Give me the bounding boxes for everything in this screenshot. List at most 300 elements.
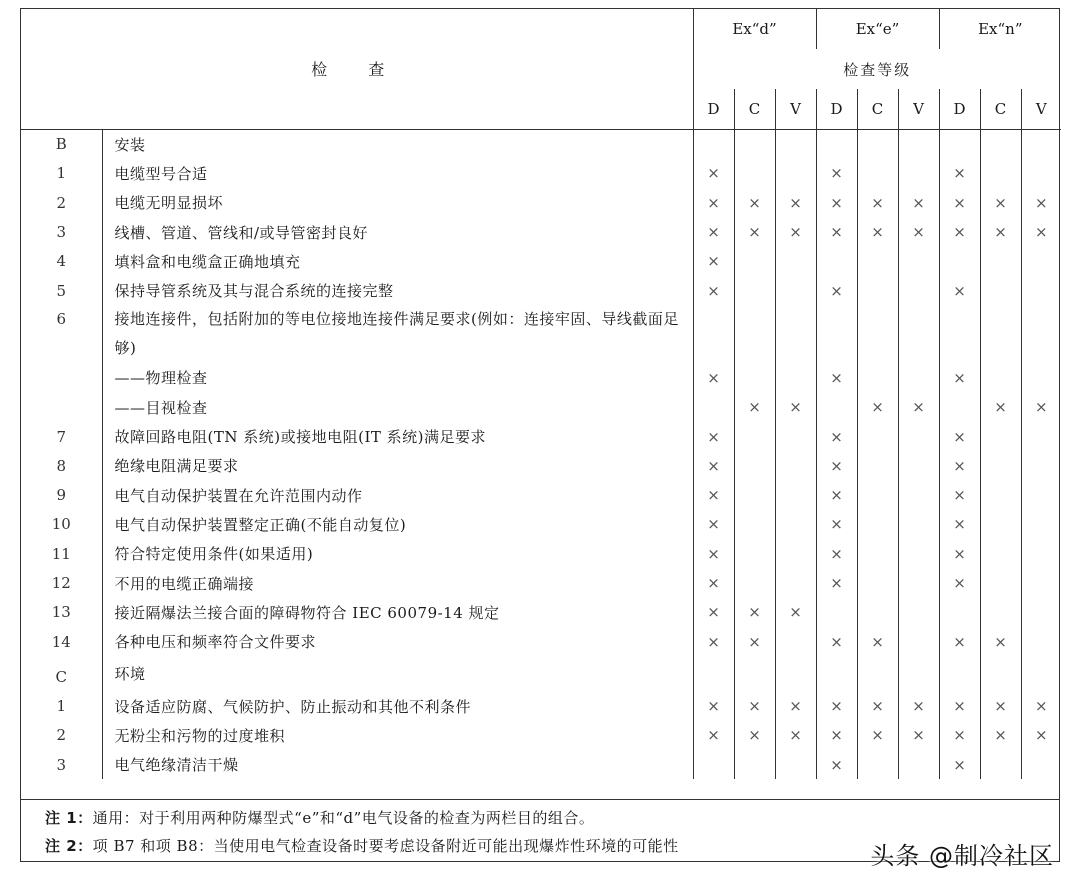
mark-cell	[939, 188, 980, 217]
cross-mark-icon: ×	[789, 697, 802, 716]
row-text: 电缆无明显损坏	[102, 188, 693, 217]
mark-cell	[898, 393, 939, 422]
note-text: 通用：对于利用两种防爆型式“e”和“d”电气设备的检查为两栏目的组合。	[92, 809, 595, 827]
mark-cell	[816, 305, 857, 363]
table-row	[21, 188, 1061, 217]
mark-cell	[693, 129, 734, 159]
table-row	[21, 247, 1061, 276]
mark-cell	[775, 692, 816, 721]
section-header-row	[21, 656, 1061, 691]
table-header	[21, 9, 1061, 129]
mark-cell	[734, 656, 775, 691]
mark-cell	[1021, 393, 1061, 422]
mark-cell	[980, 363, 1021, 392]
mark-cell	[775, 247, 816, 276]
level-header-cell: D	[816, 89, 857, 129]
mark-cell	[1021, 159, 1061, 188]
cross-mark-icon: ×	[707, 544, 720, 563]
cross-mark-icon: ×	[953, 632, 966, 651]
row-number: 3	[21, 750, 102, 779]
mark-cell	[980, 276, 1021, 305]
mark-cell	[693, 159, 734, 188]
mark-cell	[980, 393, 1021, 422]
mark-cell	[898, 276, 939, 305]
mark-cell	[898, 721, 939, 750]
mark-cell	[980, 305, 1021, 363]
mark-cell	[734, 510, 775, 539]
cross-mark-icon: ×	[789, 398, 802, 417]
mark-cell	[1021, 510, 1061, 539]
cross-mark-icon: ×	[707, 603, 720, 622]
mark-cell	[693, 510, 734, 539]
mark-cell	[939, 422, 980, 451]
mark-cell	[775, 627, 816, 656]
cross-mark-icon: ×	[1035, 726, 1048, 745]
mark-cell	[980, 568, 1021, 597]
cross-mark-icon: ×	[748, 193, 761, 212]
mark-cell	[1021, 721, 1061, 750]
mark-cell	[857, 422, 898, 451]
level-header-cell: C	[980, 89, 1021, 129]
mark-cell	[939, 129, 980, 159]
mark-cell	[898, 305, 939, 363]
row-text: 无粉尘和污物的过度堆积	[102, 721, 693, 750]
mark-cell	[1021, 451, 1061, 480]
table-row	[21, 568, 1061, 597]
mark-cell	[816, 480, 857, 509]
table-row	[21, 451, 1061, 480]
row-text: 电气自动保护装置整定正确(不能自动复位)	[102, 510, 693, 539]
row-text: 填料盒和电缆盒正确地填充	[102, 247, 693, 276]
cross-mark-icon: ×	[707, 427, 720, 446]
cross-mark-icon: ×	[830, 632, 843, 651]
row-number: 14	[21, 627, 102, 656]
cross-mark-icon: ×	[707, 632, 720, 651]
cross-mark-icon: ×	[748, 632, 761, 651]
cross-mark-icon: ×	[789, 603, 802, 622]
mark-cell	[775, 480, 816, 509]
mark-cell	[775, 393, 816, 422]
mark-cell	[734, 721, 775, 750]
cross-mark-icon: ×	[912, 398, 925, 417]
mark-cell	[734, 393, 775, 422]
mark-cell	[939, 627, 980, 656]
row-number: 5	[21, 276, 102, 305]
mark-cell	[939, 393, 980, 422]
mark-cell	[939, 276, 980, 305]
mark-cell	[775, 217, 816, 246]
row-text: 故障回路电阻(TN 系统)或接地电阻(IT 系统)满足要求	[102, 422, 693, 451]
table-row	[21, 750, 1061, 779]
note-1	[45, 804, 1059, 832]
cross-mark-icon: ×	[830, 574, 843, 592]
mark-cell	[775, 129, 816, 159]
table-row	[21, 692, 1061, 721]
mark-cell	[775, 598, 816, 627]
mark-cell	[693, 480, 734, 509]
row-number: 12	[21, 568, 102, 597]
cross-mark-icon: ×	[707, 697, 720, 716]
row-number: 9	[21, 480, 102, 509]
table-row	[21, 627, 1061, 656]
mark-cell	[734, 276, 775, 305]
mark-cell	[857, 129, 898, 159]
mark-cell	[857, 305, 898, 363]
mark-cell	[693, 393, 734, 422]
mark-cell	[816, 393, 857, 422]
mark-cell	[939, 305, 980, 363]
cross-mark-icon: ×	[707, 726, 720, 745]
mark-cell	[939, 568, 980, 597]
mark-cell	[816, 539, 857, 568]
cross-mark-icon: ×	[994, 223, 1007, 242]
level-header-cell: D	[939, 89, 980, 129]
mark-cell	[939, 750, 980, 779]
mark-cell	[816, 656, 857, 691]
section-header-row	[21, 129, 1061, 159]
table-row	[21, 539, 1061, 568]
section-code: C	[21, 656, 102, 691]
cross-mark-icon: ×	[707, 574, 720, 592]
mark-cell	[1021, 188, 1061, 217]
mark-cell	[980, 217, 1021, 246]
cross-mark-icon: ×	[830, 281, 843, 300]
check-column-header: 检 查	[21, 9, 693, 129]
cross-mark-icon: ×	[953, 456, 966, 475]
cross-mark-icon: ×	[953, 164, 966, 183]
cross-mark-icon: ×	[953, 755, 966, 774]
cross-mark-icon: ×	[789, 193, 802, 212]
cross-mark-icon: ×	[871, 398, 884, 417]
mark-cell	[939, 159, 980, 188]
mark-cell	[980, 510, 1021, 539]
mark-cell	[857, 539, 898, 568]
row-text: 接地连接件，包括附加的等电位接地连接件满足要求(例如：连接牢固、导线截面足够)	[102, 305, 693, 363]
cross-mark-icon: ×	[707, 456, 720, 475]
mark-cell	[898, 568, 939, 597]
row-text: 电气绝缘清洁干燥	[102, 750, 693, 779]
mark-cell	[898, 451, 939, 480]
mark-cell	[857, 627, 898, 656]
cross-mark-icon: ×	[912, 726, 925, 745]
mark-cell	[939, 363, 980, 392]
cross-mark-icon: ×	[1035, 697, 1048, 716]
mark-cell	[816, 188, 857, 217]
cross-mark-icon: ×	[830, 368, 843, 387]
mark-cell	[857, 247, 898, 276]
cross-mark-icon: ×	[871, 223, 884, 242]
mark-cell	[939, 480, 980, 509]
mark-cell	[693, 451, 734, 480]
watermark: 头条 @制冷社区	[870, 842, 1054, 870]
cross-mark-icon: ×	[748, 398, 761, 417]
row-number: 1	[21, 159, 102, 188]
cross-mark-icon: ×	[994, 697, 1007, 716]
mark-cell	[939, 217, 980, 246]
level-header-cell: V	[775, 89, 816, 129]
cross-mark-icon: ×	[748, 603, 761, 622]
cross-mark-icon: ×	[953, 223, 966, 242]
mark-cell	[775, 305, 816, 363]
cross-mark-icon: ×	[871, 697, 884, 716]
mark-cell	[980, 656, 1021, 691]
mark-cell	[734, 451, 775, 480]
row-number: 1	[21, 692, 102, 721]
cross-mark-icon: ×	[830, 755, 843, 774]
mark-cell	[898, 510, 939, 539]
table-row	[21, 422, 1061, 451]
mark-cell	[816, 129, 857, 159]
cross-mark-icon: ×	[912, 697, 925, 716]
cross-mark-icon: ×	[912, 193, 925, 212]
mark-cell	[857, 692, 898, 721]
mark-cell	[980, 539, 1021, 568]
row-number: 11	[21, 539, 102, 568]
mark-cell	[857, 276, 898, 305]
cross-mark-icon: ×	[707, 193, 720, 212]
cross-mark-icon: ×	[953, 515, 966, 534]
table-row	[21, 480, 1061, 509]
mark-cell	[734, 422, 775, 451]
group-header-exn: Ex“n”	[978, 20, 1023, 38]
row-text: 接近隔爆法兰接合面的障碍物符合 IEC 60079-14 规定	[102, 598, 693, 627]
mark-cell	[980, 750, 1021, 779]
mark-cell	[898, 598, 939, 627]
mark-cell	[693, 276, 734, 305]
mark-cell	[693, 627, 734, 656]
mark-cell	[1021, 305, 1061, 363]
cross-mark-icon: ×	[830, 544, 843, 563]
mark-cell	[857, 750, 898, 779]
mark-cell	[816, 276, 857, 305]
mark-cell	[693, 692, 734, 721]
cross-mark-icon: ×	[707, 164, 720, 183]
row-text: 不用的电缆正确端接	[102, 568, 693, 597]
mark-cell	[693, 721, 734, 750]
group-header-exd: Ex“d”	[693, 9, 816, 49]
mark-cell	[898, 750, 939, 779]
mark-cell	[775, 159, 816, 188]
mark-cell	[1021, 627, 1061, 656]
mark-cell	[939, 721, 980, 750]
cross-mark-icon: ×	[1035, 223, 1048, 242]
mark-cell	[816, 750, 857, 779]
cross-mark-icon: ×	[748, 697, 761, 716]
level-header-cell: D	[693, 89, 734, 129]
cross-mark-icon: ×	[830, 427, 843, 446]
mark-cell	[898, 422, 939, 451]
row-text: 符合特定使用条件(如果适用)	[102, 539, 693, 568]
cross-mark-icon: ×	[748, 726, 761, 745]
mark-cell	[775, 750, 816, 779]
mark-cell	[775, 276, 816, 305]
mark-cell	[775, 721, 816, 750]
mark-cell	[980, 188, 1021, 217]
row-text: 电气自动保护装置在允许范围内动作	[102, 480, 693, 509]
row-number: 7	[21, 422, 102, 451]
mark-cell	[980, 598, 1021, 627]
mark-cell	[693, 598, 734, 627]
mark-cell	[898, 159, 939, 188]
mark-cell	[939, 510, 980, 539]
mark-cell	[734, 188, 775, 217]
row-number: 3	[21, 217, 102, 246]
cross-mark-icon: ×	[871, 632, 884, 651]
mark-cell	[857, 363, 898, 392]
mark-cell	[775, 188, 816, 217]
cross-mark-icon: ×	[830, 486, 843, 505]
row-number: 13	[21, 598, 102, 627]
section-code: B	[21, 129, 102, 159]
mark-cell	[898, 129, 939, 159]
cross-mark-icon: ×	[707, 486, 720, 505]
mark-cell	[816, 159, 857, 188]
table-row	[21, 721, 1061, 750]
mark-cell	[693, 568, 734, 597]
table-body	[21, 129, 1061, 779]
table-row	[21, 276, 1061, 305]
mark-cell	[734, 750, 775, 779]
cross-mark-icon: ×	[707, 515, 720, 534]
mark-cell	[1021, 539, 1061, 568]
mark-cell	[734, 247, 775, 276]
mark-cell	[775, 451, 816, 480]
mark-cell	[816, 568, 857, 597]
section-title: 环境	[102, 656, 693, 691]
mark-cell	[1021, 247, 1061, 276]
mark-cell	[857, 598, 898, 627]
mark-cell	[693, 247, 734, 276]
cross-mark-icon: ×	[953, 193, 966, 212]
mark-cell	[734, 217, 775, 246]
mark-cell	[734, 129, 775, 159]
cross-mark-icon: ×	[994, 398, 1007, 417]
mark-cell	[816, 422, 857, 451]
inspection-table-sheet	[20, 8, 1060, 862]
mark-cell	[857, 159, 898, 188]
mark-cell	[898, 656, 939, 691]
row-number: 8	[21, 451, 102, 480]
table-row	[21, 363, 1061, 392]
cross-mark-icon: ×	[994, 193, 1007, 212]
row-text: 线槽、管道、管线和/或导管密封良好	[102, 217, 693, 246]
cross-mark-icon: ×	[871, 726, 884, 745]
mark-cell	[734, 568, 775, 597]
cross-mark-icon: ×	[830, 726, 843, 745]
cross-mark-icon: ×	[789, 726, 802, 745]
mark-cell	[980, 627, 1021, 656]
cross-mark-icon: ×	[912, 223, 925, 242]
cross-mark-icon: ×	[994, 726, 1007, 745]
mark-cell	[857, 393, 898, 422]
mark-cell	[693, 750, 734, 779]
mark-cell	[939, 247, 980, 276]
mark-cell	[1021, 276, 1061, 305]
mark-cell	[734, 627, 775, 656]
mark-cell	[980, 721, 1021, 750]
mark-cell	[816, 247, 857, 276]
mark-cell	[775, 422, 816, 451]
mark-cell	[857, 480, 898, 509]
mark-cell	[980, 422, 1021, 451]
row-text: 电缆型号合适	[102, 159, 693, 188]
mark-cell	[939, 598, 980, 627]
mark-cell	[980, 451, 1021, 480]
table-row	[21, 305, 1061, 363]
mark-cell	[693, 305, 734, 363]
mark-cell	[1021, 598, 1061, 627]
cross-mark-icon: ×	[953, 697, 966, 716]
mark-cell	[980, 159, 1021, 188]
mark-cell	[857, 188, 898, 217]
mark-cell	[816, 627, 857, 656]
mark-cell	[857, 217, 898, 246]
row-text: ——目视检查	[102, 393, 693, 422]
grade-header: 检查等级	[843, 60, 912, 79]
cross-mark-icon: ×	[953, 574, 966, 592]
mark-cell	[898, 363, 939, 392]
cross-mark-icon: ×	[953, 544, 966, 563]
row-number: 2	[21, 188, 102, 217]
row-number: 6	[21, 305, 102, 363]
mark-cell	[1021, 422, 1061, 451]
mark-cell	[898, 247, 939, 276]
mark-cell	[1021, 692, 1061, 721]
mark-cell	[775, 363, 816, 392]
mark-cell	[775, 656, 816, 691]
row-text: ——物理检查	[102, 363, 693, 392]
mark-cell	[898, 217, 939, 246]
mark-cell	[1021, 129, 1061, 159]
cross-mark-icon: ×	[707, 252, 720, 271]
mark-cell	[816, 363, 857, 392]
mark-cell	[1021, 656, 1061, 691]
mark-cell	[1021, 750, 1061, 779]
mark-cell	[1021, 480, 1061, 509]
table-row	[21, 217, 1061, 246]
cross-mark-icon: ×	[994, 632, 1007, 651]
mark-cell	[734, 363, 775, 392]
level-header-cell: C	[857, 89, 898, 129]
mark-cell	[898, 539, 939, 568]
mark-cell	[693, 656, 734, 691]
mark-cell	[816, 510, 857, 539]
row-number: 10	[21, 510, 102, 539]
mark-cell	[693, 188, 734, 217]
cross-mark-icon: ×	[830, 223, 843, 242]
level-header-cell: C	[734, 89, 775, 129]
mark-cell	[816, 451, 857, 480]
mark-cell	[1021, 217, 1061, 246]
mark-cell	[980, 692, 1021, 721]
cross-mark-icon: ×	[748, 223, 761, 242]
cross-mark-icon: ×	[1035, 193, 1048, 212]
cross-mark-icon: ×	[707, 281, 720, 300]
group-header-exe: Ex“e”	[816, 9, 939, 49]
mark-cell	[857, 451, 898, 480]
mark-cell	[857, 510, 898, 539]
cross-mark-icon: ×	[830, 164, 843, 183]
mark-cell	[1021, 363, 1061, 392]
cross-mark-icon: ×	[707, 223, 720, 242]
mark-cell	[816, 692, 857, 721]
mark-cell	[898, 188, 939, 217]
mark-cell	[693, 363, 734, 392]
cross-mark-icon: ×	[953, 486, 966, 505]
row-text: 各种电压和频率符合文件要求	[102, 627, 693, 656]
mark-cell	[898, 692, 939, 721]
mark-cell	[898, 627, 939, 656]
